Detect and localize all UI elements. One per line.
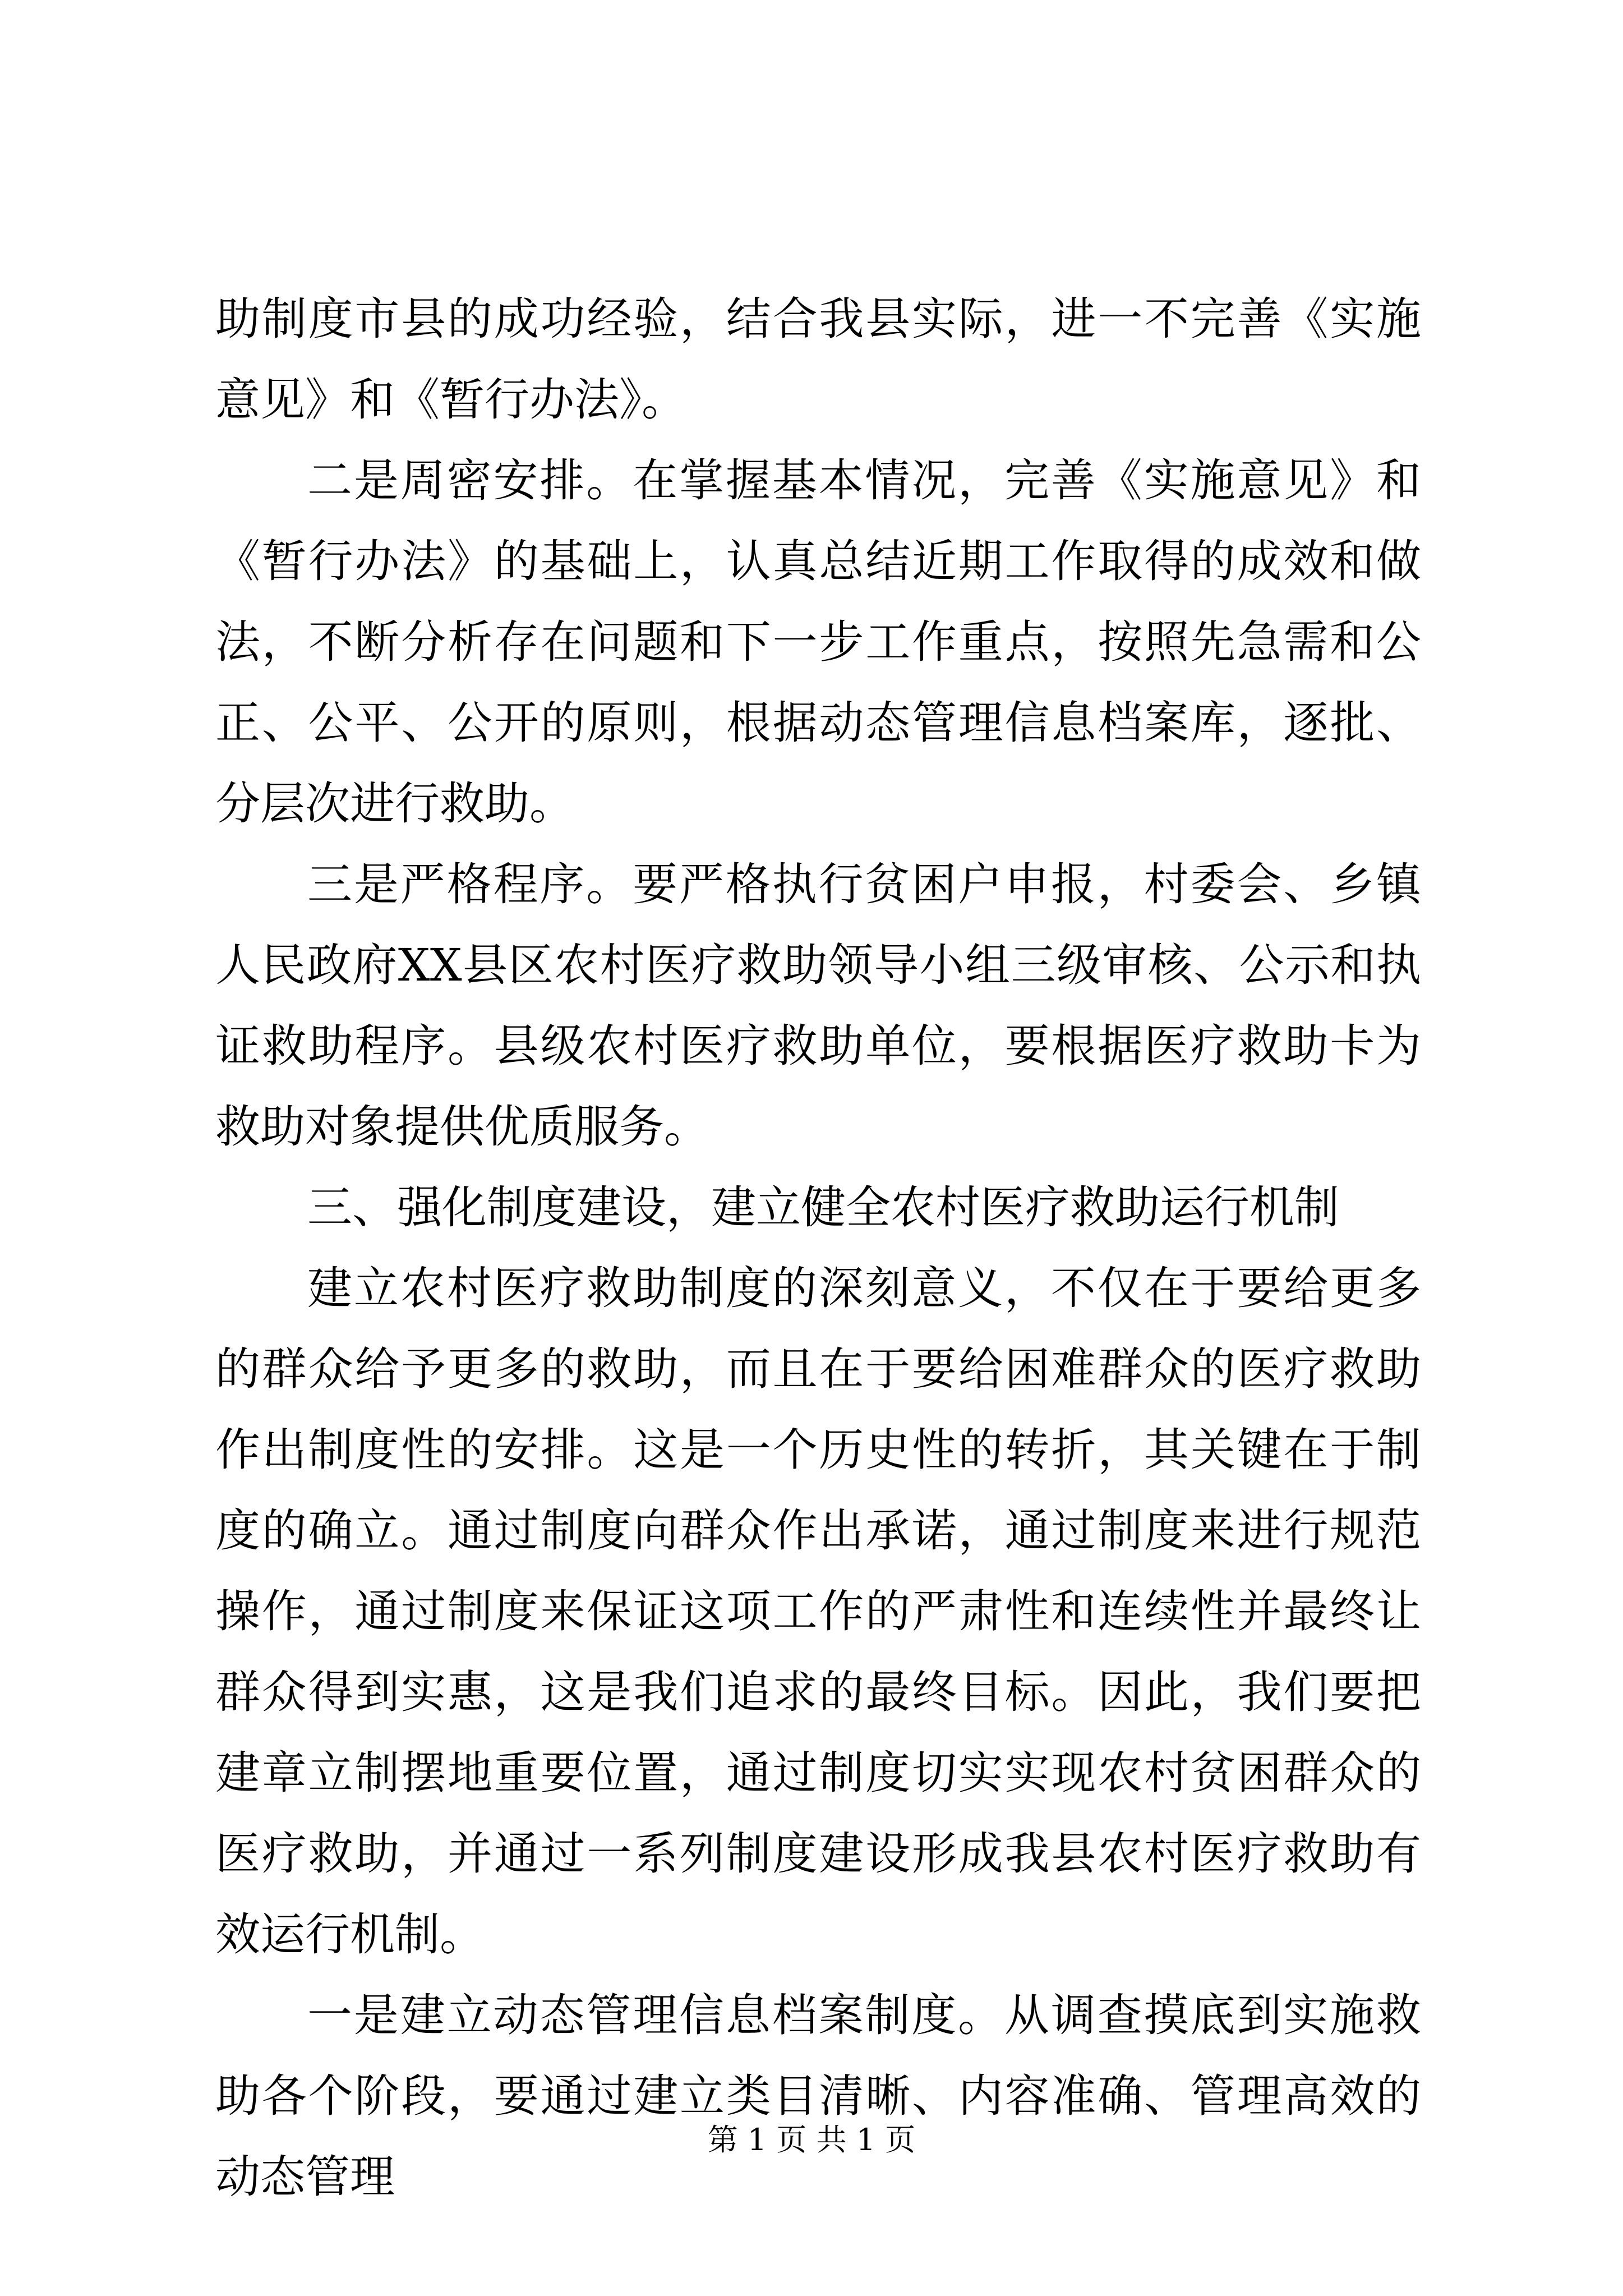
- paragraph-3: 三是严格程序。要严格执行贫困户申报，村委会、乡镇人民政府XX县区农村医疗救助领导小组三级审核、公示和执证救助程序。县级农村医疗救助单位，要根据医疗救助卡为救助对象提供优质服务。: [215, 858, 1421, 1153]
- paragraph-5: 一是建立动态管理信息档案制度。从调查摸底到实施救助各个阶段，要通过建立类目清晰、内容准确、管理高效的动态管理: [215, 1989, 1421, 2203]
- paragraph-2: 二是周密安排。在掌握基本情况，完善《实施意见》和《暂行办法》的基础上，认真总结近期工作取得的成效和做法，不断分析存在问题和下一步工作重点，按照先急需和公正、公平、公开的原则，根据动态管理信息档案库，逐批、分层次进行救助。: [215, 454, 1421, 830]
- document-body: [215, 279, 1421, 2217]
- paragraph-1: 助制度市县的成功经验，结合我县实际，进一不完善《实施意见》和《暂行办法》。: [215, 293, 1421, 426]
- paragraph-4: 建立农村医疗救助制度的深刻意义，不仅在于要给更多的群众给予更多的救助，而且在于要给困难群众的医疗救助作出制度性的安排。这是一个历史性的转折，其关键在于制度的确立。通过制度向群众作出承诺，通过制度来进行规范操作，通过制度来保证这项工作的严肃性和连续性并最终让群众得到实惠，这是我们追求的最终目标。因此，我们要把建章立制摆地重要位置，通过制度切实实现农村贫困群众的医疗救助，并通过一系列制度建设形成我县农村医疗救助有效运行机制。: [215, 1262, 1421, 1961]
- section-heading-3: 三、强化制度建设，建立健全农村医疗救助运行机制: [307, 1181, 1339, 1234]
- page-footer: 第 1 页 共 1 页: [707, 2122, 916, 2157]
